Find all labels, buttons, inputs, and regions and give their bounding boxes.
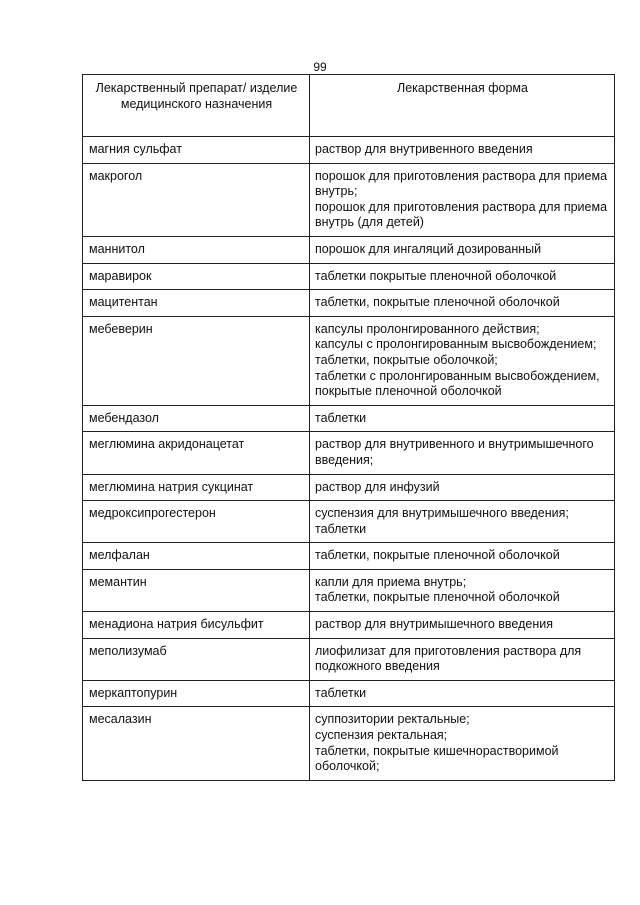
- dosage-form-line: таблетки: [315, 685, 367, 700]
- drug-name-cell: мемантин: [83, 569, 310, 611]
- dosage-form-cell: [310, 612, 615, 639]
- drug-name-cell: меглюмина натрия сукцинат: [83, 474, 310, 501]
- dosage-form-cell: [310, 707, 615, 780]
- dosage-form-cell: [310, 638, 615, 680]
- dosage-form-line: таблетки, покрытые пленочной оболочкой: [315, 590, 560, 605]
- drug-name-cell: мебендазол: [83, 405, 310, 432]
- dosage-form-line: таблетки: [315, 410, 367, 425]
- table-row: [83, 405, 615, 432]
- table-row: [83, 569, 615, 611]
- dosage-form-cell: [310, 316, 615, 405]
- table-row: [83, 263, 615, 290]
- table-row: [83, 290, 615, 317]
- table-row: [83, 474, 615, 501]
- drug-name-cell: маннитол: [83, 236, 310, 263]
- page-number: 99: [313, 60, 327, 74]
- dosage-form-line: раствор для внутривенного введения: [315, 142, 533, 156]
- drug-name-cell: магния сульфат: [83, 137, 310, 164]
- dosage-form-cell: [310, 569, 615, 611]
- dosage-form-line: таблетки, покрытые пленочной оболочкой: [315, 295, 560, 310]
- dosage-form-cell: [310, 236, 615, 263]
- dosage-form-line: капли для приема внутрь;: [315, 574, 467, 589]
- dosage-form-cell: [310, 432, 615, 474]
- table-row: [83, 543, 615, 570]
- drug-name-cell: медроксипрогестерон: [83, 501, 310, 543]
- dosage-form-line: капсулы пролонгированного действия;: [315, 321, 540, 336]
- table-row: [83, 680, 615, 707]
- dosage-form-line: капсулы с пролонгированным высвобождением;: [315, 337, 597, 352]
- dosage-form-cell: [310, 163, 615, 236]
- table-body: [83, 137, 615, 781]
- dosage-form-line: таблетки, покрытые оболочкой;: [315, 352, 498, 367]
- dosage-form-line: порошок для приготовления раствора для приема внутрь (для детей): [315, 199, 608, 230]
- table-row: [83, 236, 615, 263]
- dosage-form-line: таблетки покрытые пленочной оболочкой: [315, 268, 557, 283]
- dosage-form-line: порошок для ингаляций дозированный: [315, 241, 542, 256]
- table-row: [83, 163, 615, 236]
- drug-name-cell: месалазин: [83, 707, 310, 780]
- dosage-form-cell: [310, 405, 615, 432]
- dosage-form-line: суспензия для внутримышечного введения;: [315, 506, 569, 521]
- table-row: [83, 137, 615, 164]
- drug-name-cell: мебеверин: [83, 316, 310, 405]
- drug-name-cell: мелфалан: [83, 543, 310, 570]
- dosage-form-line: таблетки, покрытые кишечнорастворимой оболочкой;: [315, 743, 559, 774]
- table-row: [83, 638, 615, 680]
- drug-name-cell: макрогол: [83, 163, 310, 236]
- drug-name-cell: меркаптопурин: [83, 680, 310, 707]
- dosage-form-cell: [310, 290, 615, 317]
- drug-name-cell: меполизумаб: [83, 638, 310, 680]
- dosage-form-line: таблетки: [315, 521, 367, 536]
- drug-name-cell: мацитентан: [83, 290, 310, 317]
- drug-table: [82, 74, 615, 781]
- dosage-form-line: раствор для внутривенного и внутримышечного введения;: [315, 437, 594, 467]
- drug-name-cell: менадиона натрия бисульфит: [83, 612, 310, 639]
- dosage-form-cell: [310, 680, 615, 707]
- dosage-form-line: таблетки, покрытые пленочной оболочкой: [315, 548, 560, 563]
- table-header-row: [83, 75, 615, 137]
- dosage-form-line: раствор для внутримышечного введения: [315, 617, 553, 632]
- table-row: [83, 316, 615, 405]
- dosage-form-cell: [310, 263, 615, 290]
- dosage-form-line: порошок для приготовления раствора для приема внутрь;: [315, 168, 608, 199]
- table-row: [83, 612, 615, 639]
- column-header-drug: Лекарственный препарат/ изделие медицинского назначения: [83, 75, 310, 137]
- dosage-form-cell: [310, 474, 615, 501]
- dosage-form-line: суспензия ректальная;: [315, 728, 448, 743]
- dosage-form-line: раствор для инфузий: [315, 479, 440, 494]
- dosage-form-line: лиофилизат для приготовления раствора для подкожного введения: [315, 643, 582, 674]
- drug-name-cell: маравирок: [83, 263, 310, 290]
- dosage-form-cell: [310, 501, 615, 543]
- column-header-form: Лекарственная форма: [310, 75, 615, 137]
- dosage-form-cell: [310, 543, 615, 570]
- dosage-form-cell: [310, 137, 615, 164]
- drug-name-cell: меглюмина акридонацетат: [83, 432, 310, 474]
- table-row: [83, 432, 615, 474]
- table-row: [83, 707, 615, 780]
- dosage-form-line: суппозитории ректальные;: [315, 712, 470, 727]
- dosage-form-line: таблетки с пролонгированным высвобождением, покрытые пленочной оболочкой: [315, 368, 600, 399]
- table-row: [83, 501, 615, 543]
